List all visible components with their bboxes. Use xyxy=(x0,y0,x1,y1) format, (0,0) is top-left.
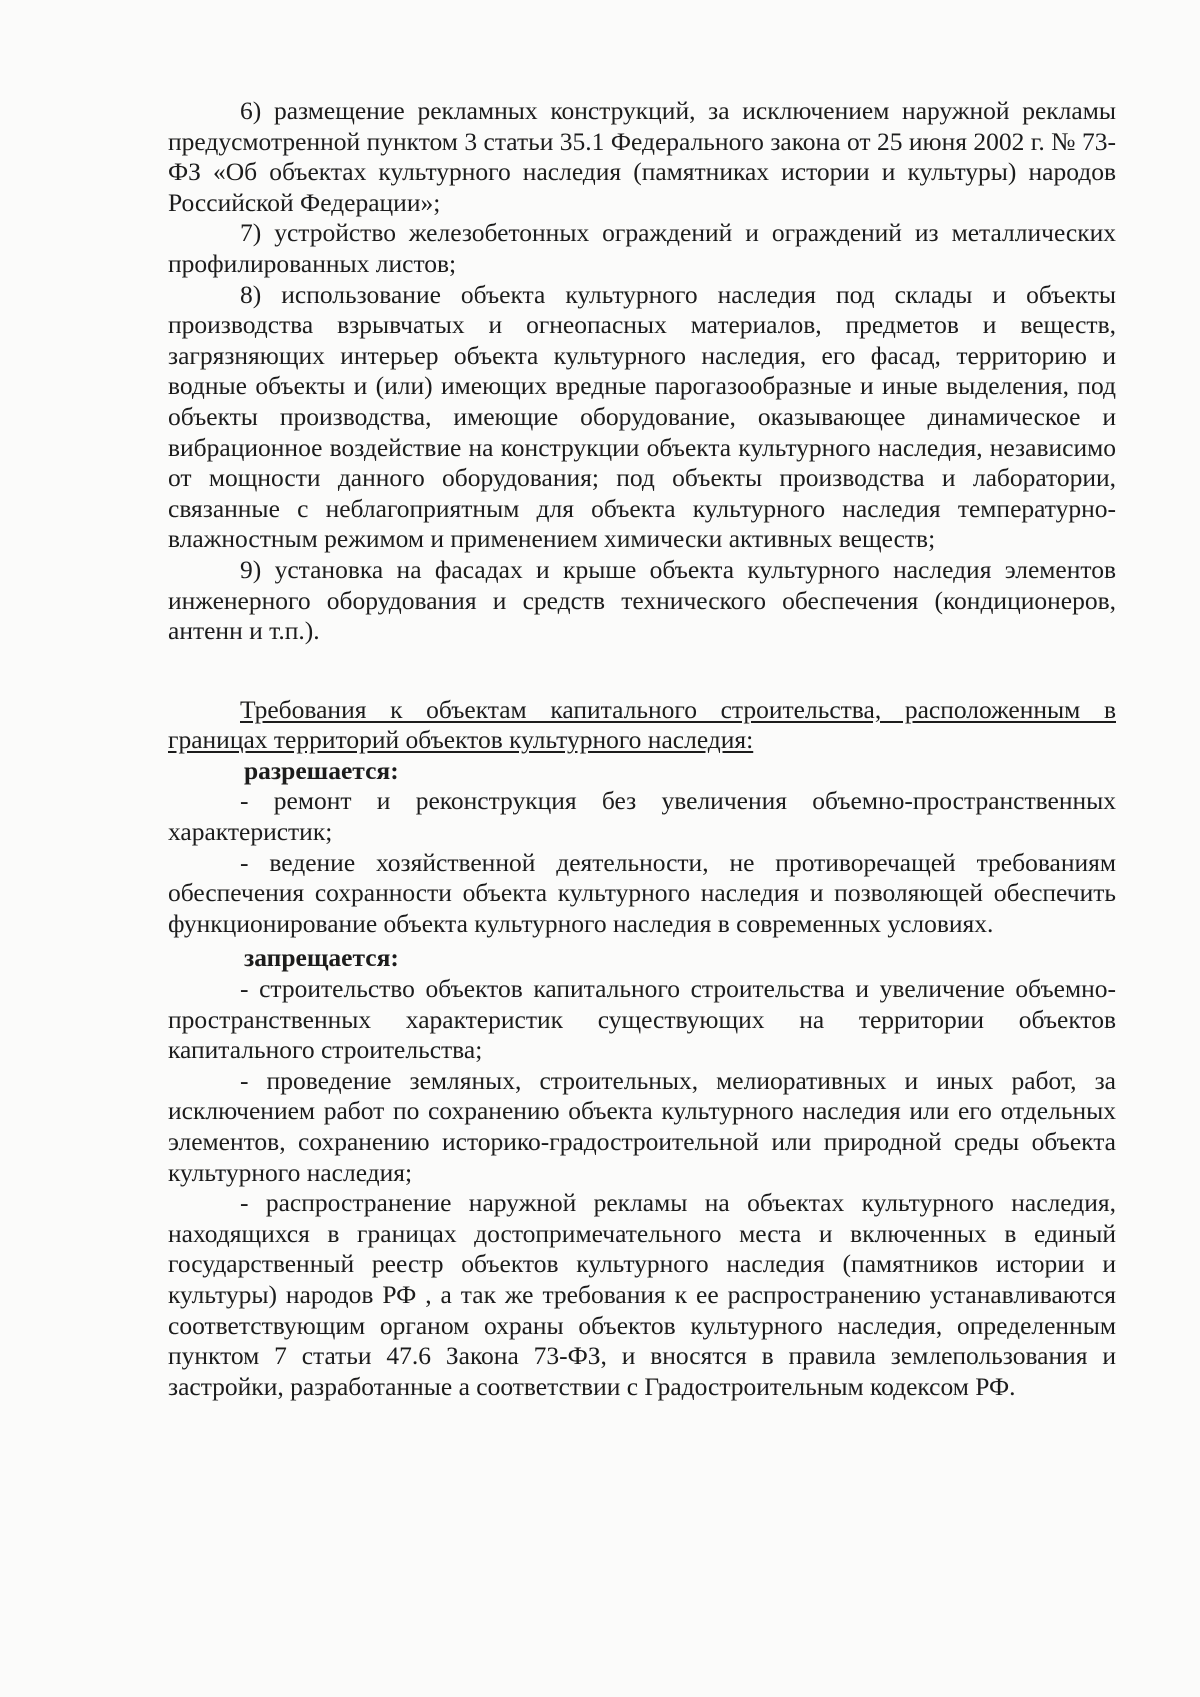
forbidden-item-earthworks: - проведение земляных, строительных, мелиоративных и иных работ, за исключением работ по сохранению объекта культурного наследия или его отдельных элементов, сохранению историко-градостроительной или природной среды объекта культурного наследия; xyxy=(168,1065,1116,1187)
prohibited-item-6: 6) размещение рекламных конструкций, за исключением наружной рекламы предусмотренной пунктом 3 статьи 35.1 Федерального закона от 25 июня 2002 г. № 73-ФЗ «Об объектах культурного наследия (памятниках истории и культуры) народов Российской Федерации»; xyxy=(168,96,1116,217)
forbidden-item-advertising: - распространение наружной рекламы на объектах культурного наследия, находящихся в границах достопримечательного места и включенных в единый государственный реестр объектов культурного наследия (памятников истории и культуры) народов РФ , а так же требования к ее распространению устанавливаются соответствующим органом охраны объектов культурного наследия, определенным пунктом 7 статьи 47.6 Закона 73-ФЗ, и вносятся в правила землепользования и застройки, разработанные а соответствии с Градостроительным кодексом РФ. xyxy=(168,1188,1116,1401)
forbidden-label: запрещается: xyxy=(244,943,399,973)
prohibited-item-8: 8) использование объекта культурного наследия под склады и объекты производства взрывчатых и огнеопасных материалов, предметов и веществ, загрязняющих интерьер объекта культурного наследия, его фасад, территорию и водные объекты и (или) имеющих вредные парогазообразные и иные выделения, под объекты производства, имеющие оборудование, оказывающее динамическое и вибрационное воздействие на конструкции объекта культурного наследия, независимо от мощности данного оборудования; под объекты производства и лаборатории, связанные с неблагоприятным для объекта культурного наследия температурно-влажностным режимом и применением химически активных веществ; xyxy=(168,279,1116,554)
allowed-item-repair: - ремонт и реконструкция без увеличения объемно-пространственных характеристик; xyxy=(168,786,1116,847)
document-body xyxy=(168,96,1116,1402)
prohibited-item-7: 7) устройство железобетонных ограждений и ограждений из металлических профилированных листов; xyxy=(168,218,1116,278)
allowed-label: разрешается: xyxy=(244,755,399,785)
allowed-item-economic-activity: - ведение хозяйственной деятельности, не противоречащей требованиям обеспечения сохранности объекта культурного наследия и позволяющей обеспечить функционирование объекта культурного наследия в современных условиях. xyxy=(168,847,1116,938)
section-heading: Требования к объектам капитального строительства, расположенным в границах территорий объектов культурного наследия: xyxy=(168,694,1116,755)
prohibited-item-9: 9) установка на фасадах и крыше объекта культурного наследия элементов инженерного оборудования и средств технического обеспечения (кондиционеров, антенн и т.п.). xyxy=(168,554,1116,646)
section-spacer xyxy=(168,647,1116,695)
forbidden-item-construction: - строительство объектов капитального строительства и увеличение объемно-пространственных характеристик существующих на территории объектов капитального строительства; xyxy=(168,974,1116,1065)
